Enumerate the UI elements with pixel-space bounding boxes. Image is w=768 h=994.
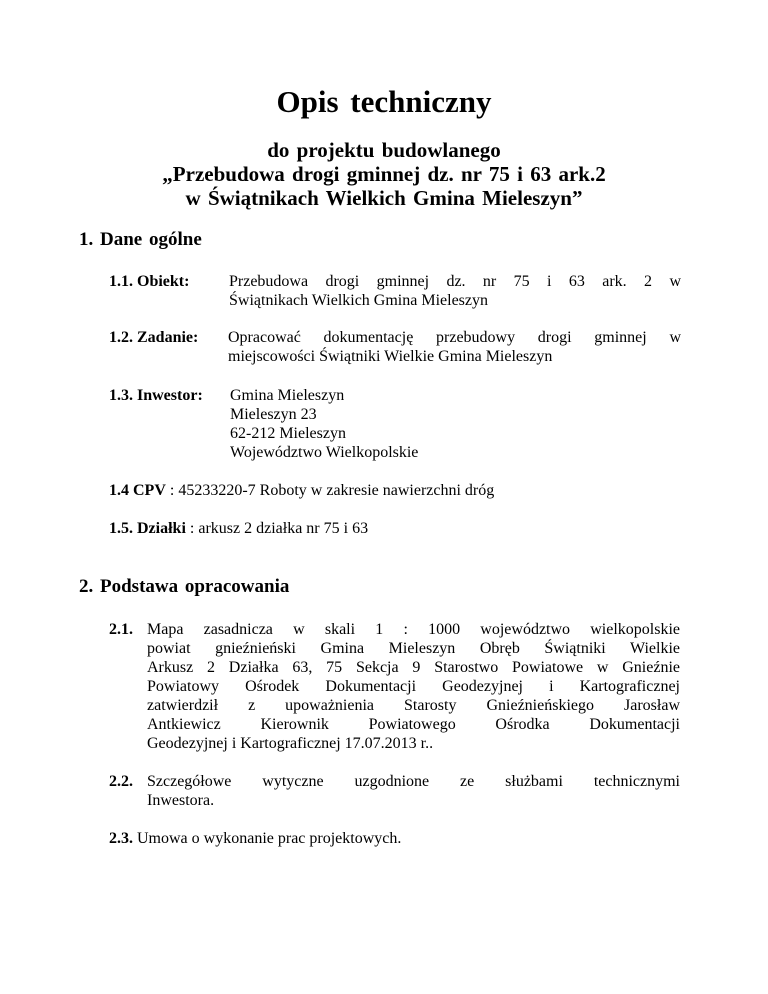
item-zadanie-label [109,328,198,347]
subtitle-line: w Świątnikach Wielkich Gmina Mieleszyn” [185,186,583,210]
item-line: Mieleszyn 23 [230,406,317,423]
item-cpv [109,481,494,500]
item-text: : 45233220-7 Roboty w zakresie nawierzchni dróg [165,482,495,499]
item-text: Umowa o wykonanie prac projektowych. [133,830,402,847]
item-line: Inwestora. [147,792,215,809]
item-umowa [109,829,401,848]
item-line: Mapa zasadnicza w skali 1 : 1000 województwo wielkopolskie [147,621,680,638]
item-line: Gmina Mieleszyn [230,387,345,404]
item-inwestor-value [230,386,530,462]
item-zadanie-value [228,328,681,366]
item-line: powiat gnieźnieński Gmina Mieleszyn Obręb Świątniki Wielkie [147,640,680,657]
item-line: Szczegółowe wytyczne uzgodnione ze służbami technicznymi [147,773,680,790]
item-text: : arkusz 2 działka nr 75 i 63 [185,520,369,537]
item-wytyczne-value [147,772,680,810]
item-inwestor-label [109,386,203,405]
item-label: 1.1. Obiekt: [109,273,190,290]
item-line: Opracować dokumentację przebudowy drogi gminnej w [228,329,681,346]
item-line: 62-212 Mieleszyn [230,425,346,442]
item-obiekt-label [109,272,189,291]
item-line: Geodezyjnej i Kartograficznej 17.07.2013 r.. [147,735,434,752]
item-dzialki [109,519,368,538]
document-subtitle [0,138,768,210]
item-label: 2.2. [109,773,133,790]
item-line: zatwierdził z upoważnienia Starosty Gnieźnieńskiego Jarosław [147,697,680,714]
item-line: Arkusz 2 Działka 63, 75 Sekcja 9 Starostwo Powiatowe w Gnieźnie [147,659,680,676]
item-line: Województwo Wielkopolskie [230,444,419,461]
item-obiekt-value [229,272,681,310]
section-heading-dane-ogolne: 1. Dane ogólne [79,229,202,250]
item-line: miejscowości Świątniki Wielkie Gmina Mieleszyn [228,348,553,365]
subtitle-line: „Przebudowa drogi gminnej dz. nr 75 i 63 ark.2 [162,162,606,186]
item-mapa-label [109,620,133,639]
document-title: Opis techniczny [276,84,492,119]
section-heading-podstawa-opracowania: 2. Podstawa opracowania [79,576,290,597]
item-label: 1.5. Działki [109,520,186,537]
item-label: 1.2. Zadanie: [109,329,199,346]
item-line: Przebudowa drogi gminnej dz. nr 75 i 63 ark. 2 w [229,273,681,290]
item-line: Antkiewicz Kierownik Powiatowego Ośrodka Dokumentacji [147,716,680,733]
item-label: 1.3. Inwestor: [109,387,203,404]
item-label: 2.3. [109,830,133,847]
item-label: 2.1. [109,621,133,638]
item-mapa-value [147,620,680,753]
item-wytyczne-label [109,772,133,791]
item-label: 1.4 CPV [109,482,166,499]
item-line: Powiatowy Ośrodek Dokumentacji Geodezyjnej i Kartograficznej [147,678,680,695]
subtitle-line: do projektu budowlanego [267,138,501,162]
item-line: Świątnikach Wielkich Gmina Mieleszyn [229,292,488,309]
